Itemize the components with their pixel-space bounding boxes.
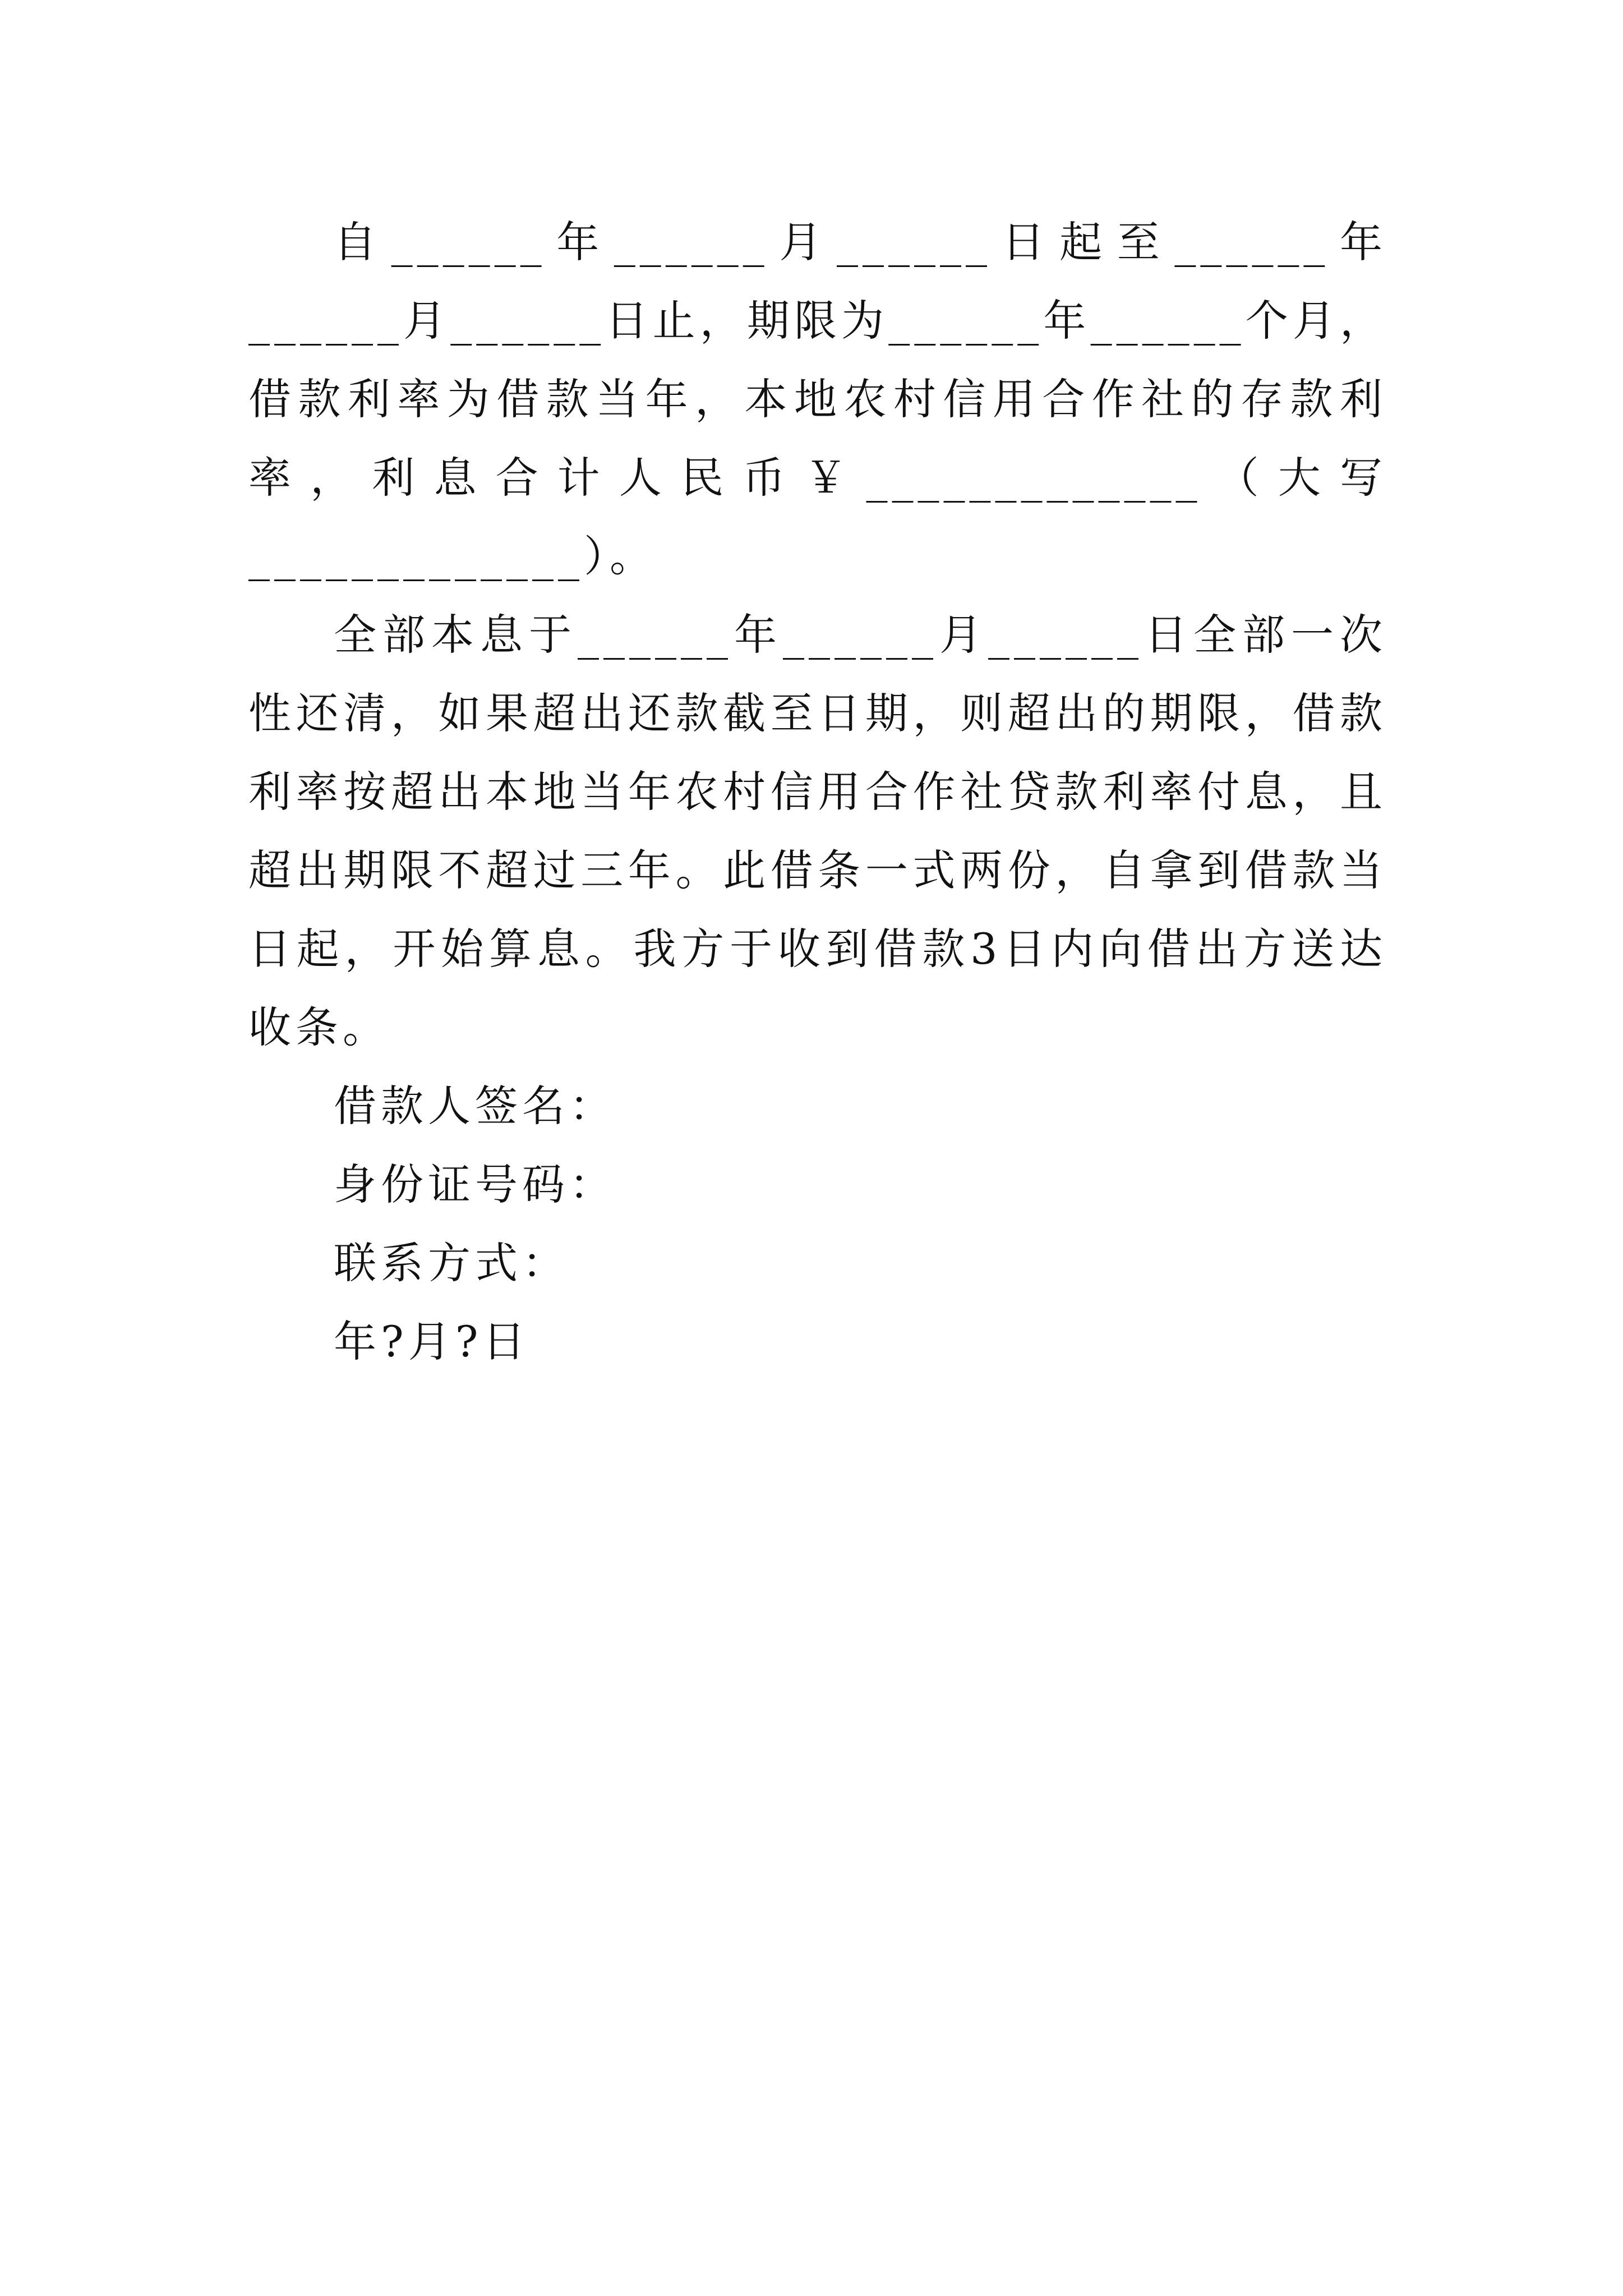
borrower-signature-field: 借款人签名： <box>334 1081 616 1131</box>
document-body <box>248 203 1387 1381</box>
repayment-paragraph: 全部本息于______年______月______日全部一次性还清，如果超出还款截至日期，则超出的期限，借款利率按超出本地当年农村信用合作社贷款利率付息，且超出期限不超过三年。此借条一式两份，自拿到借款当日起，开始算息。我方于收到借款3日内向借出方送达收条。 <box>248 610 1387 1052</box>
id-number-field: 身份证号码： <box>334 1159 616 1209</box>
loan-term-paragraph: 自______年______月______日起至______年______月______日止，期限为______年______个月，借款利率为借款当年，本地农村信用合作社的存款利率，利息合计人民币￥_____________（大写_____________）。 <box>248 217 1387 581</box>
date-field: 年?月?日 <box>334 1317 530 1366</box>
contact-field: 联系方式： <box>334 1238 569 1288</box>
